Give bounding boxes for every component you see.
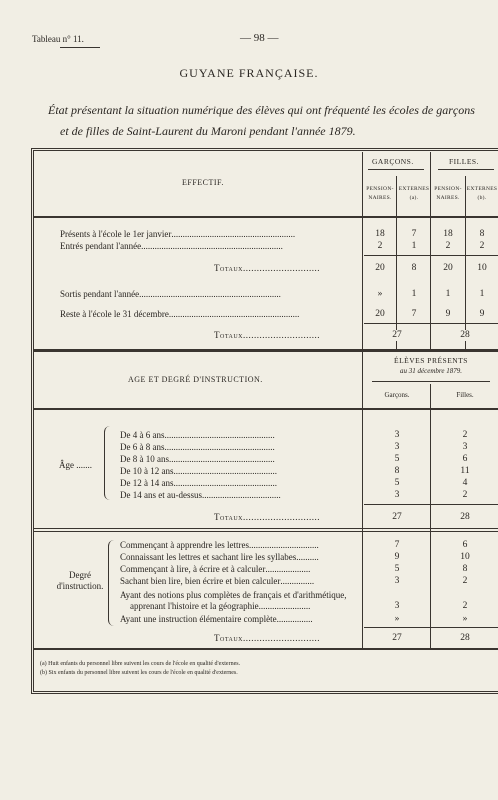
- table-cell: 27: [392, 633, 402, 643]
- column-divider: [362, 152, 363, 349]
- totaux-row: Totaux............................: [214, 512, 321, 522]
- table-cell: 1: [479, 289, 485, 299]
- table-cell: 5: [394, 478, 400, 488]
- table-cell: 2: [462, 490, 468, 500]
- grand-total-row: Totaux............................: [214, 330, 321, 340]
- table-cell: »: [462, 614, 468, 624]
- table-cell: 2: [479, 241, 485, 251]
- table-row: Connaissant les lettres et sachant lire les syllabes..........: [120, 552, 319, 562]
- table-cell: 3: [462, 442, 468, 452]
- table-cell: 8: [394, 466, 400, 476]
- table-cell: 8: [479, 229, 485, 239]
- table-cell: 7: [411, 229, 417, 239]
- table-row: Commençant à apprendre les lettres...............................: [120, 540, 319, 550]
- table-cell: 28: [460, 512, 470, 522]
- boys-group-header: GARÇONS.: [372, 157, 414, 166]
- table-reference: Tableau n° 11.: [32, 34, 84, 44]
- age-degree-header: AGE ET DEGRÉ D'INSTRUCTION.: [128, 375, 263, 384]
- brace: [104, 426, 113, 500]
- table-reference-underline: [60, 47, 100, 48]
- table-row: De 10 à 12 ans..............................................: [120, 466, 277, 476]
- table-cell: 3: [394, 576, 400, 586]
- subtotal-rule: [364, 627, 498, 628]
- table-cell: 1: [445, 289, 451, 299]
- header-rule: [34, 408, 498, 410]
- table-row-continuation: apprenant l'histoire et la géographie.......................: [130, 601, 311, 611]
- table-cell: 2: [462, 601, 468, 611]
- table-cell: 7: [411, 309, 417, 319]
- table-cell: 20: [443, 263, 453, 273]
- subtotal-rule: [364, 255, 498, 256]
- age-label: Âge .......: [59, 460, 92, 470]
- table-cell: 3: [394, 601, 400, 611]
- section-rule: [34, 648, 498, 650]
- girls-column-header: Filles.: [456, 391, 474, 399]
- table-cell: 1: [411, 241, 417, 251]
- table-cell: 2: [462, 430, 468, 440]
- table-row: De 4 à 6 ans.................................................: [120, 430, 275, 440]
- table-cell: 6: [462, 454, 468, 464]
- table-cell: 20: [375, 263, 385, 273]
- present-students-date: au 31 décembre 1879.: [400, 367, 462, 375]
- effectif-header: EFFECTIF.: [182, 178, 224, 187]
- table-cell: 10: [460, 552, 470, 562]
- table-row: Sortis pendant l'année...............................................................: [60, 289, 281, 299]
- table-row: Sachant bien lire, bien écrire et bien calculer...............: [120, 576, 315, 586]
- table-cell: 27: [392, 512, 402, 522]
- table-cell: 20: [375, 309, 385, 319]
- page-title: GUYANE FRANÇAISE.: [179, 66, 319, 80]
- table-cell: 7: [394, 540, 400, 550]
- table-cell: 28: [460, 633, 470, 643]
- girls-day-header: EXTERNES (b).: [466, 186, 498, 201]
- table-cell: 2: [445, 241, 451, 251]
- column-divider: [430, 384, 431, 648]
- subtitle-line-2: et de filles de Saint-Laurent du Maroni pendant l'année 1879.: [60, 124, 356, 138]
- boys-column-header: Garçons.: [384, 391, 410, 399]
- header-rule: [34, 216, 498, 218]
- girls-group-header: FILLES.: [449, 157, 479, 166]
- subtitle-line-1: État présentant la situation numérique des élèves qui ont fréquenté les écoles de garçons: [48, 103, 475, 117]
- boys-boarders-header: PENSION-NAIRES.: [366, 186, 394, 201]
- subtotal-rule: [364, 323, 498, 324]
- degree-label: [52, 570, 108, 592]
- table-cell: 9: [445, 309, 451, 319]
- table-row: Ayant des notions plus complètes de français et d'arithmétique,: [120, 590, 347, 600]
- table-row: Commençant à lire, à écrire et à calculer....................: [120, 564, 311, 574]
- group-underline: [372, 381, 490, 382]
- table-cell: 3: [394, 430, 400, 440]
- table-row: Entrés pendant l'année...............................................................: [60, 241, 283, 251]
- column-divider: [362, 352, 363, 648]
- table-cell: »: [377, 289, 383, 299]
- group-underline: [368, 169, 424, 170]
- page-number: — 98 —: [240, 32, 279, 44]
- table-cell: 4: [462, 478, 468, 488]
- table-cell: 1: [411, 289, 417, 299]
- table-row: Reste à l'école le 31 décembre..........................................................: [60, 309, 300, 319]
- totaux-row: Totaux............................: [214, 263, 321, 273]
- column-divider: [430, 152, 431, 349]
- table-cell: 6: [462, 540, 468, 550]
- table-cell: 3: [394, 490, 400, 500]
- subtotal-rule: [364, 504, 498, 505]
- table-row: De 12 à 14 ans..............................................: [120, 478, 277, 488]
- table-cell: 18: [375, 229, 385, 239]
- brace: [108, 540, 117, 626]
- section-rule: [34, 528, 498, 529]
- table-row: De 14 ans et au-dessus...................................: [120, 490, 281, 500]
- girls-boarders-header: PENSION-NAIRES.: [434, 186, 462, 201]
- table-cell: 9: [479, 309, 485, 319]
- footnote-b: (b) Six enfants du personnel libre suivent les cours de l'école en qualité d'externes.: [40, 670, 238, 676]
- table-cell: 2: [377, 241, 383, 251]
- present-students-header: ÉLÈVES PRÉSENTS: [394, 356, 468, 365]
- table-cell: »: [394, 614, 400, 624]
- degree-label-line-2: d'instruction.: [56, 581, 104, 591]
- grand-total-boys: 27: [364, 330, 430, 341]
- section-rule: [34, 349, 498, 352]
- boys-day-header: EXTERNES (a).: [398, 186, 430, 201]
- table-cell: 3: [394, 442, 400, 452]
- degree-label-line-1: Degré: [69, 570, 91, 580]
- group-underline: [438, 169, 494, 170]
- table-cell: 2: [462, 576, 468, 586]
- table-row: De 8 à 10 ans...............................................: [120, 454, 275, 464]
- table-cell: 11: [460, 466, 470, 476]
- totaux-row: Totaux............................: [214, 633, 321, 643]
- grand-total-girls: 28: [432, 330, 498, 341]
- table-cell: 18: [443, 229, 453, 239]
- table-row: Présents à l'école le 1er janvier.......................................................: [60, 229, 296, 239]
- table-cell: 5: [394, 454, 400, 464]
- table-cell: 10: [477, 263, 487, 273]
- table-cell: 8: [411, 263, 417, 273]
- section-rule: [34, 531, 498, 532]
- table-cell: 5: [394, 564, 400, 574]
- table-row: De 6 à 8 ans.................................................: [120, 442, 275, 452]
- footnote-a: (a) Huit enfants du personnel libre suivent les cours de l'école en qualité d'externes.: [40, 661, 241, 667]
- table-cell: 9: [394, 552, 400, 562]
- table-cell: 8: [462, 564, 468, 574]
- table-row: Ayant une instruction élémentaire complète................: [120, 614, 313, 624]
